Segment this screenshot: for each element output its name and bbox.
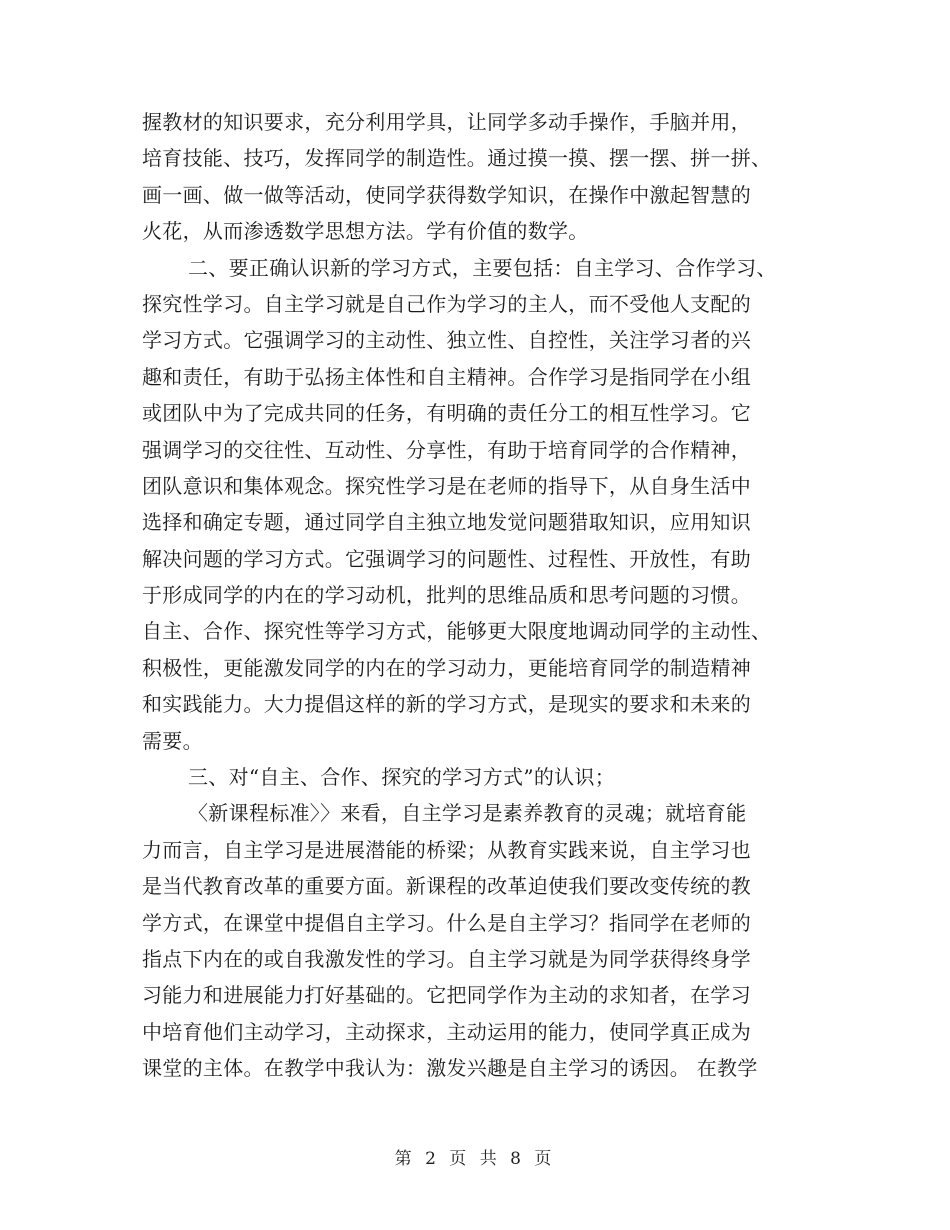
text-line: 中培育他们主动学习，主动探求，主动运用的能力，使同学真正成为 bbox=[142, 1019, 751, 1044]
document-body bbox=[142, 104, 822, 1087]
text-line: 火花，从而渗透数学思想方法。学有价值的数学。 bbox=[142, 219, 589, 244]
text-line: 培育技能、技巧，发挥同学的制造性。通过摸一摸、摆一摆、拼一拼、 bbox=[142, 146, 772, 171]
page-number-footer: 第 2 页 共 8 页 bbox=[394, 1149, 556, 1169]
text-line: 探究性学习。自主学习就是自己作为学习的主人，而不受他人支配的 bbox=[142, 291, 751, 316]
text-line: 团队意识和集体观念。探究性学习是在老师的指导下，从自身生活中 bbox=[142, 473, 751, 498]
text-line: 趣和责任，有助于弘扬主体性和自主精神。合作学习是指同学在小组 bbox=[142, 364, 751, 389]
text-line: 习能力和进展能力打好基础的。它把同学作为主动的求知者，在学习 bbox=[142, 983, 751, 1008]
text-line: 指点下内在的或自我激发性的学习。自主学习就是为同学获得终身学 bbox=[142, 946, 751, 971]
text-line: 选择和确定专题，通过同学自主独立地发觉问题猎取知识，应用知识 bbox=[142, 510, 751, 535]
text-line: 自主、合作、探究性等学习方式，能够更大限度地调动同学的主动性、 bbox=[142, 619, 772, 644]
text-line: 画一画、做一做等活动，使同学获得数学知识，在操作中激起智慧的 bbox=[142, 182, 751, 207]
text-line: 学方式，在课堂中提倡自主学习。什么是自主学习？指同学在老师的 bbox=[142, 910, 751, 935]
text-line: 需要。 bbox=[142, 728, 203, 753]
section-heading-3: 三、对“自主、合作、探究的学习方式”的认识； bbox=[188, 765, 616, 790]
text-line: 于形成同学的内在的学习动机，批判的思维品质和思考问题的习惯。 bbox=[142, 583, 751, 608]
text-line: 学习方式。它强调学习的主动性、独立性、自控性，关注学习者的兴 bbox=[142, 328, 751, 353]
text-line: 力而言，自主学习是进展潜能的桥梁；从教育实践来说，自主学习也 bbox=[142, 837, 751, 862]
text-line: 〈新课程标准〉〉来看，自主学习是素养教育的灵魂；就培育能 bbox=[188, 801, 747, 826]
text-line: 解决问题的学习方式。它强调学习的问题性、过程性、开放性，有助 bbox=[142, 546, 751, 571]
text-line: 和实践能力。大力提倡这样的新的学习方式，是现实的要求和未来的 bbox=[142, 692, 751, 717]
text-line: 或团队中为了完成共同的任务，有明确的责任分工的相互性学习。它 bbox=[142, 401, 751, 426]
text-line: 课堂的主体。在教学中我认为：激发兴趣是自主学习的诱因。 在教学 bbox=[142, 1056, 758, 1081]
text-line: 强调学习的交往性、互动性、分享性，有助于培育同学的合作精神， bbox=[142, 437, 751, 462]
section-heading-2: 二、要正确认识新的学习方式，主要包括：自主学习、合作学习、 bbox=[188, 255, 777, 280]
text-line: 是当代教育改革的重要方面。新课程的改革迫使我们要改变传统的教 bbox=[142, 874, 751, 899]
text-line: 积极性，更能激发同学的内在的学习动力，更能培育同学的制造精神 bbox=[142, 655, 751, 680]
text-line: 握教材的知识要求，充分利用学具，让同学多动手操作，手脑并用， bbox=[142, 110, 751, 134]
